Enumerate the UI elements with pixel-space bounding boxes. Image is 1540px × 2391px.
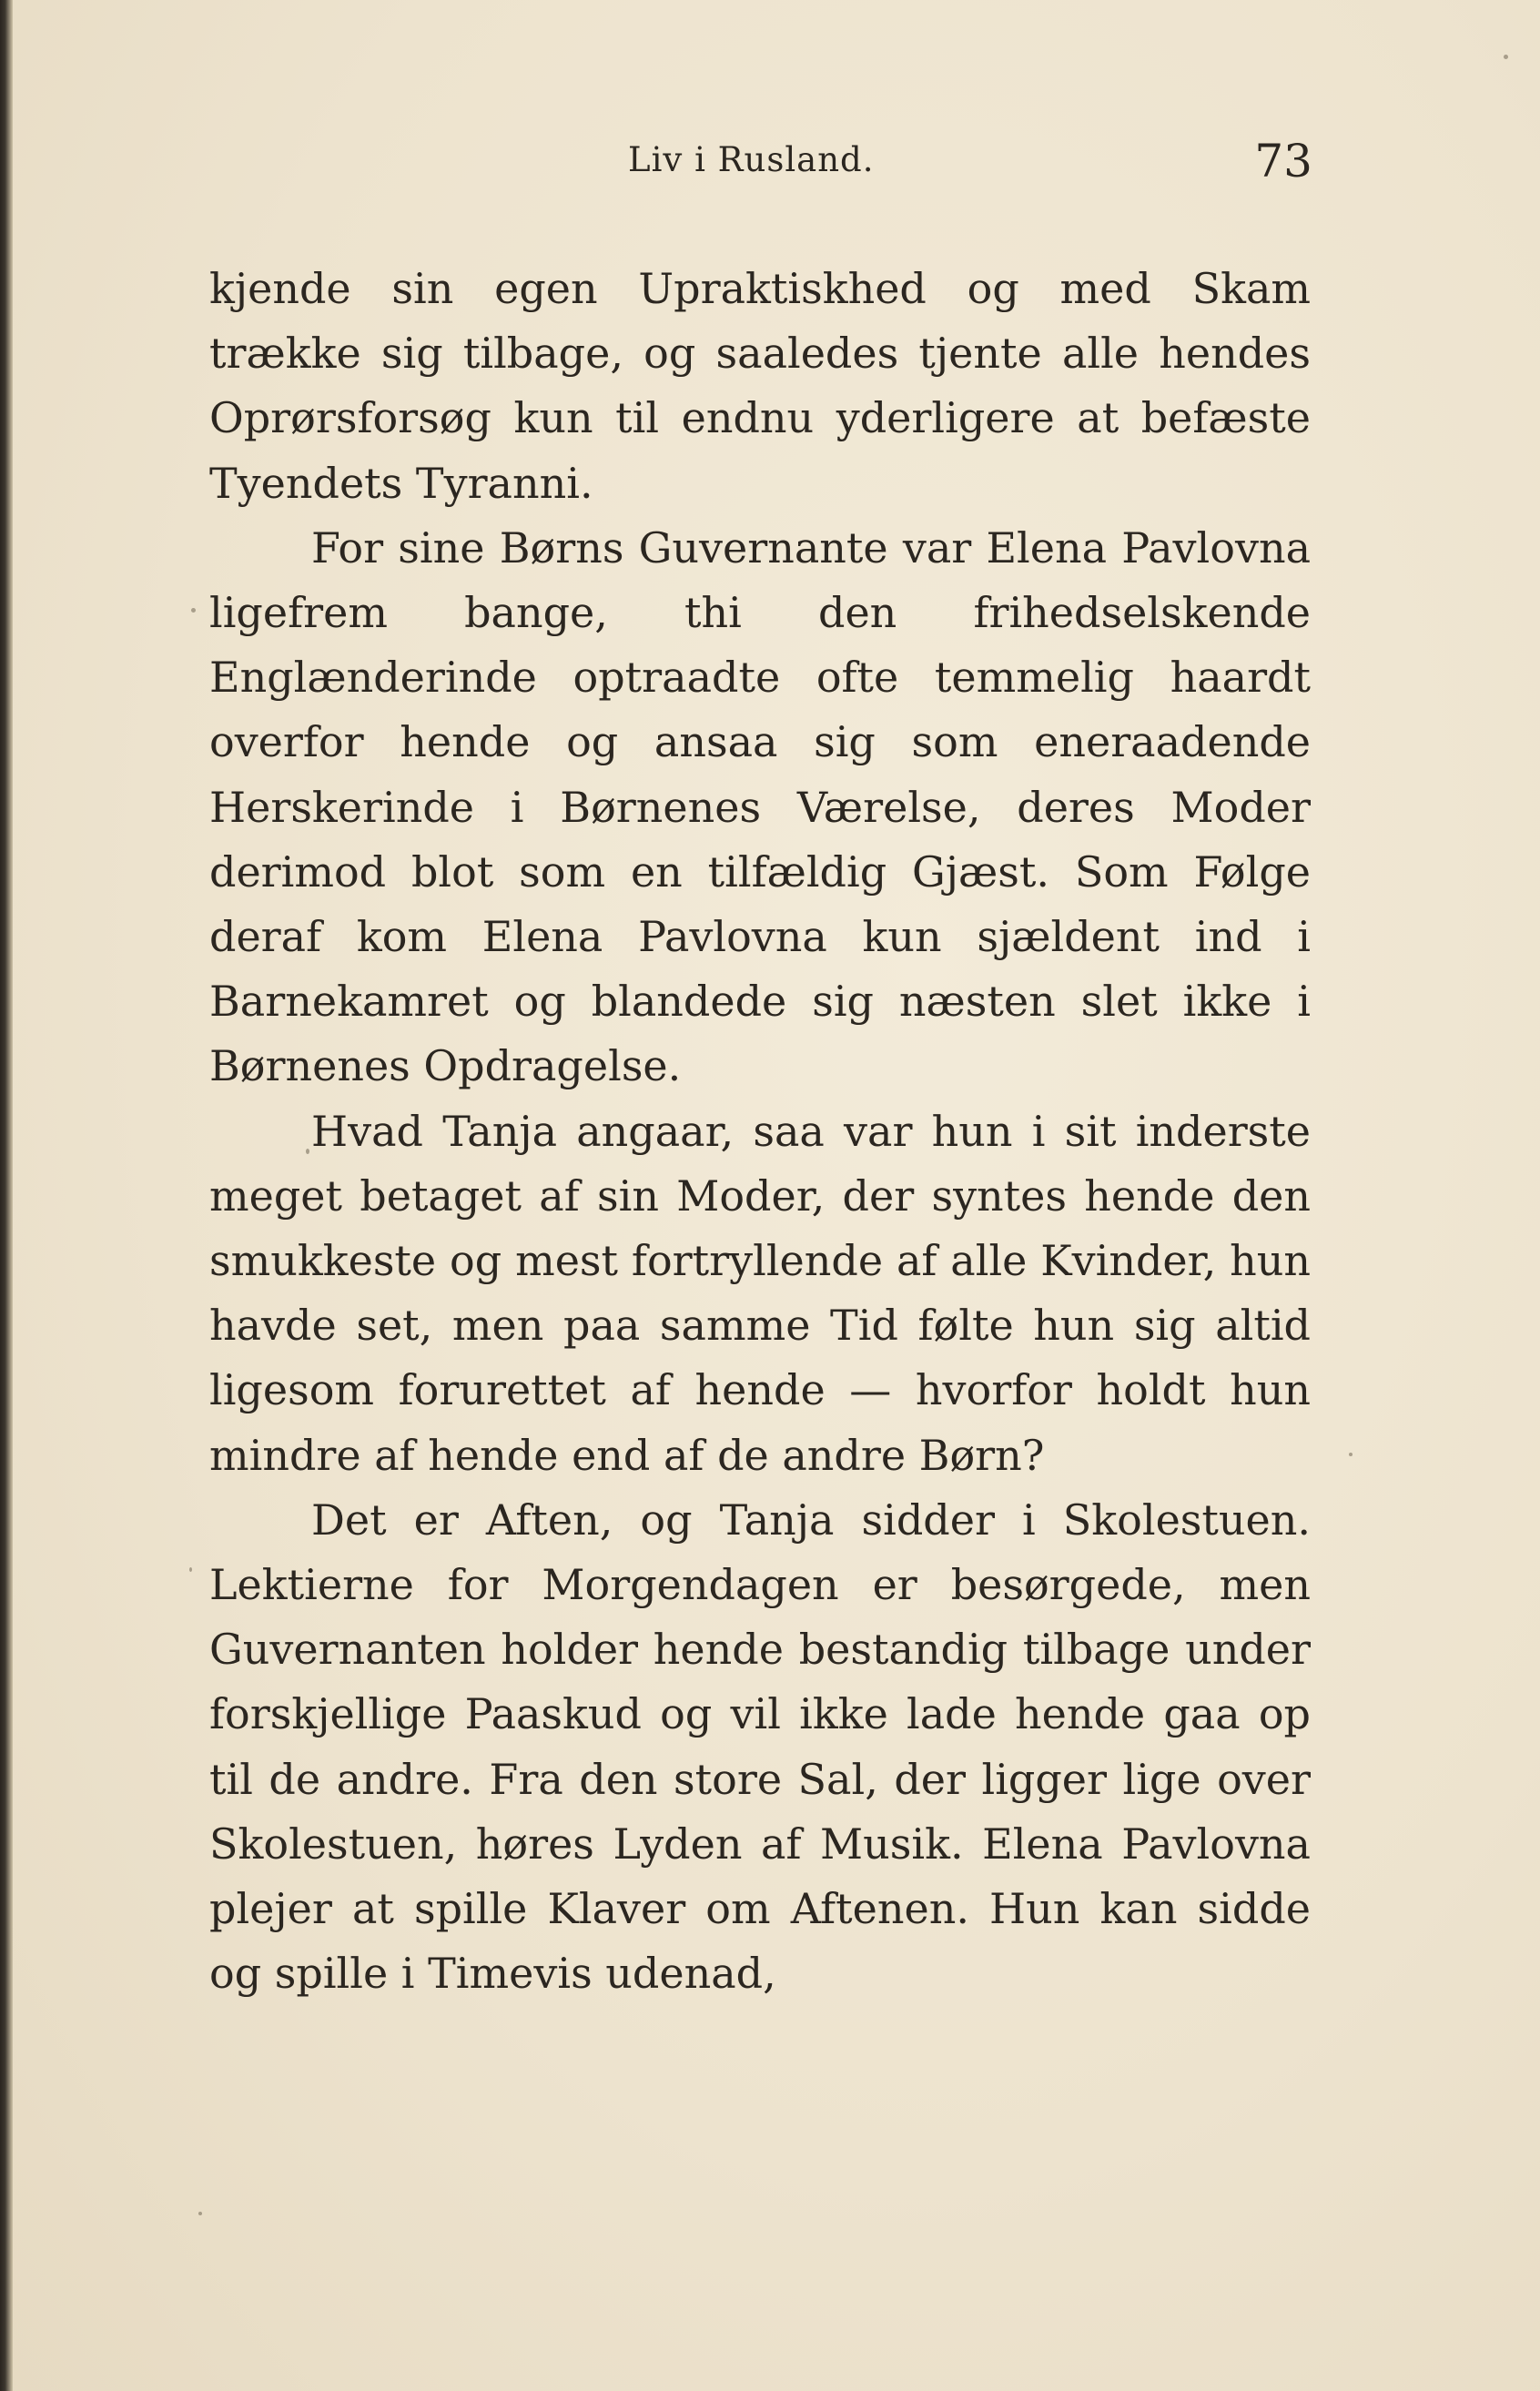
- page-header: [209, 135, 1312, 198]
- paragraph-1: kjende sin egen Upraktiskhed og med Skam trække sig tilbage, og saaledes tjente alle hendes Oprørsforsøg kun til endnu yderligere at befæste Tyendets Tyranni.: [209, 264, 1311, 508]
- paragraph-3: Hvad Tanja angaar, saa var hun i sit inderste meget betaget af sin Moder, der syntes hende den smukkeste og mest fortryllende af alle Kvinder, hun havde set, men paa samme Tid følte hun sig altid ligesom forurettet af hende — hvorfor holdt hun mindre af hende end af de andre Børn?: [209, 1106, 1311, 1480]
- paper-speck: [1504, 55, 1508, 59]
- body-text: [209, 257, 1311, 2006]
- paragraph-4: Det er Aften, og Tanja sidder i Skolestuen. Lektierne for Morgendagen er besørgede, men Guvernanten holder hende bestandig tilbage under forskjellige Paaskud og vil ikke lade hende gaa op til de andre. Fra den store Sal, der ligger lige over Skolestuen, høres Lyden af Musik. Elena Pavlovna plejer at spille Klaver om Aftenen. Hun kan sidde og spille i Timevis udenad,: [209, 1494, 1311, 1999]
- paragraph-2: For sine Børns Guvernante var Elena Pavlovna ligefrem bange, thi den frihedselskende Englænderinde optraadte ofte temmelig haardt overfor hende og ansaa sig som eneraadende Herskerinde i Børnenes Værelse, deres Moder derimod blot som en tilfældig Gjæst. Som Følge deraf kom Elena Pavlovna kun sjældent ind i Barnekamret og blandede sig næsten slet ikke i Børnenes Opdragelse.: [209, 522, 1311, 1091]
- running-title: Liv i Rusland.: [628, 140, 875, 179]
- paper-speck: [191, 608, 196, 613]
- paper-speck: [189, 1567, 192, 1572]
- paper-speck: [306, 1149, 309, 1154]
- paper-speck: [198, 2212, 202, 2215]
- page-number: 73: [1254, 135, 1312, 187]
- paper-speck: [1349, 1453, 1353, 1456]
- binding-edge: [0, 0, 13, 2391]
